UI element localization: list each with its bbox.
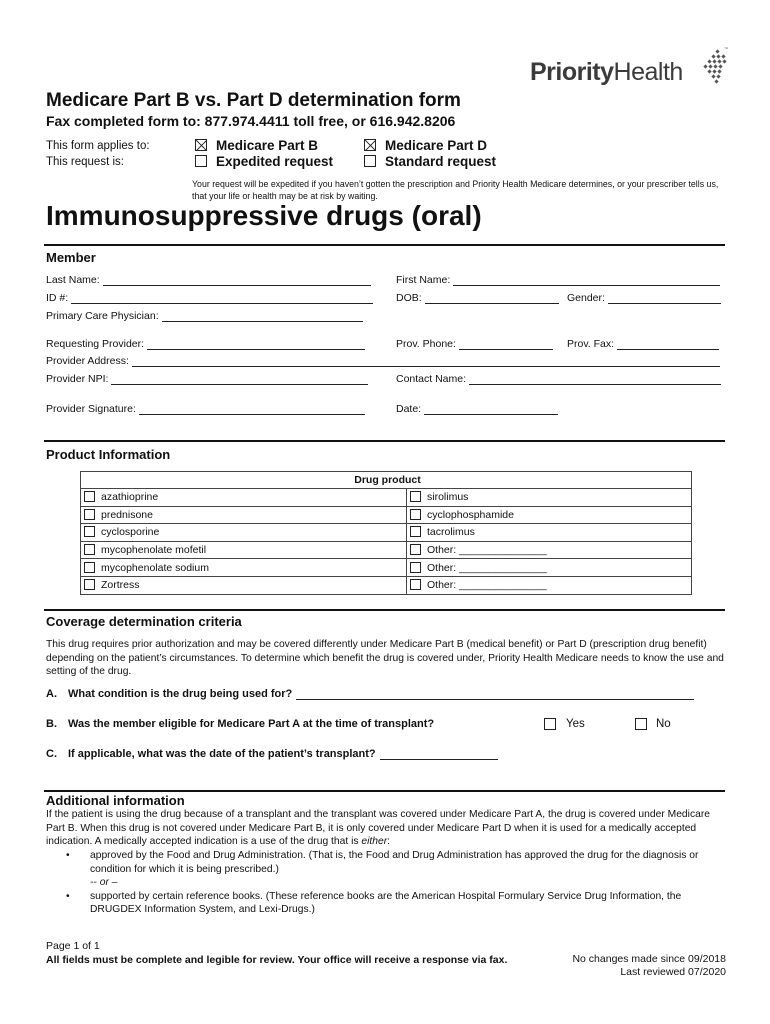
- footer-notice: All fields must be complete and legible for review. Your office will receive a response via fax.: [46, 954, 508, 966]
- no-label: No: [656, 718, 671, 730]
- table-row: [81, 576, 692, 594]
- first-name-field[interactable]: First Name:: [396, 274, 720, 286]
- divider: [44, 244, 725, 246]
- svg-text:™: ™: [724, 46, 728, 51]
- drug-option[interactable]: cyclosporine: [81, 524, 407, 542]
- checkbox[interactable]: [410, 544, 421, 555]
- checkbox[interactable]: [410, 491, 421, 502]
- contact-name-field[interactable]: Contact Name:: [396, 373, 721, 385]
- member-id-field[interactable]: ID #:: [46, 292, 373, 304]
- checkbox[interactable]: [84, 509, 95, 520]
- provider-npi-field[interactable]: Provider NPI:: [46, 373, 368, 385]
- indication-list: [46, 849, 726, 917]
- no-checkbox[interactable]: [635, 718, 647, 730]
- checkbox[interactable]: [84, 579, 95, 590]
- drug-option[interactable]: mycophenolate mofetil: [81, 541, 407, 559]
- table-row: [81, 559, 692, 577]
- drug-option[interactable]: Other: _______________: [407, 559, 692, 577]
- drug-option[interactable]: tacrolimus: [407, 524, 692, 542]
- priority-health-logo: [530, 46, 730, 90]
- drug-option[interactable]: Other: _______________: [407, 541, 692, 559]
- footer-left: [46, 939, 507, 967]
- checkbox[interactable]: [84, 491, 95, 502]
- prov-fax-field[interactable]: Prov. Fax:: [567, 338, 719, 350]
- pcp-field[interactable]: Primary Care Physician:: [46, 310, 363, 322]
- table-row: [81, 489, 692, 507]
- provider-address-field[interactable]: Provider Address:: [46, 355, 720, 367]
- request-label: This request is:: [46, 156, 124, 168]
- drug-category-title: Immunosuppressive drugs (oral): [46, 200, 482, 231]
- checkbox[interactable]: [410, 562, 421, 573]
- checkbox[interactable]: [410, 509, 421, 520]
- product-heading: Product Information: [46, 447, 171, 462]
- checkbox[interactable]: [410, 579, 421, 590]
- changes-note: No changes made since 09/2018: [572, 953, 726, 965]
- or-separator: -- or –: [90, 877, 118, 889]
- drug-option[interactable]: mycophenolate sodium: [81, 559, 407, 577]
- expedited-checkbox[interactable]: [195, 155, 207, 167]
- gender-field[interactable]: Gender:: [567, 292, 721, 304]
- prov-phone-field[interactable]: Prov. Phone:: [396, 338, 553, 350]
- checkbox[interactable]: [410, 526, 421, 537]
- dob-field[interactable]: DOB:: [396, 292, 559, 304]
- drug-option[interactable]: prednisone: [81, 506, 407, 524]
- list-item: • supported by certain reference books. (These reference books are the American Hospital Formulary Service Drug Information, the DRUGDEX Information System, and Lexi-Drugs.): [66, 890, 682, 916]
- drug-option[interactable]: sirolimus: [407, 489, 692, 507]
- divider: [44, 440, 725, 442]
- question-a[interactable]: A. What condition is the drug being used for?: [46, 688, 694, 700]
- expedite-note: Your request will be expedited if you haven’t gotten the prescription and Priority Health Medicare determines, or your prescriber tells us, that your life or health may be at risk by waiting.: [192, 179, 719, 201]
- coverage-intro: This drug requires prior authorization and may be covered differently under Medicare Part B (medical benefit) or Part D (prescription drug benefit) depending on the patient’s circumstances. To determine which benefit the drug is covered under, Priority Health Medicare needs to know the use and setting of the drug.: [46, 639, 724, 678]
- coverage-heading: Coverage determination criteria: [46, 614, 242, 629]
- logo-wordmark: PriorityHealth: [530, 58, 683, 86]
- table-row: [81, 524, 692, 542]
- yes-label: Yes: [566, 718, 585, 730]
- part-b-label: Medicare Part B: [216, 138, 319, 153]
- standard-checkbox[interactable]: [364, 155, 376, 167]
- table-row: [81, 541, 692, 559]
- additional-heading: Additional information: [46, 793, 185, 808]
- divider: [44, 609, 725, 611]
- drug-product-table: [80, 471, 692, 595]
- part-d-checkbox[interactable]: [364, 139, 376, 151]
- form-title: Medicare Part B vs. Part D determination form: [46, 90, 461, 111]
- date-field[interactable]: Date:: [396, 403, 558, 415]
- part-b-checkbox[interactable]: [195, 139, 207, 151]
- drug-option[interactable]: azathioprine: [81, 489, 407, 507]
- footer-right: [572, 953, 726, 979]
- page-number: Page 1 of 1: [46, 940, 100, 952]
- divider: [44, 790, 725, 792]
- list-item: • approved by the Food and Drug Administration. (That is, the Food and Drug Administration has approved the drug for the diagnosis or condition for which it is being prescribed.): [66, 850, 699, 875]
- part-d-label: Medicare Part D: [385, 138, 488, 153]
- question-b: B. Was the member eligible for Medicare Part A at the time of transplant?: [46, 718, 435, 730]
- checkbox[interactable]: [84, 562, 95, 573]
- logo-grid-icon: [700, 46, 728, 86]
- yes-checkbox[interactable]: [544, 718, 556, 730]
- reviewed-note: Last reviewed 07/2020: [620, 966, 726, 978]
- table-row: [81, 506, 692, 524]
- standard-label: Standard request: [385, 154, 497, 169]
- applies-label: This form applies to:: [46, 140, 150, 152]
- requesting-provider-field[interactable]: Requesting Provider:: [46, 338, 365, 350]
- fax-instructions: Fax completed form to: 877.974.4411 toll free, or 616.942.8206: [46, 113, 456, 129]
- question-c[interactable]: C. If applicable, what was the date of the patient’s transplant?: [46, 748, 498, 760]
- last-name-field[interactable]: Last Name:: [46, 274, 371, 286]
- additional-paragraph: If the patient is using the drug because of a transplant and the transplant was covered under Medicare Part A, the drug is covered under Medicare Part B. When this drug is not covered under Medicare Part B, it is only covered under Medicare Part D when it is used for a medically accepted indication. A medically accepted indication is a use of the drug that is either:: [46, 809, 710, 848]
- drug-option[interactable]: Zortress: [81, 576, 407, 594]
- drug-option[interactable]: cyclophosphamide: [407, 506, 692, 524]
- checkbox[interactable]: [84, 526, 95, 537]
- provider-signature-field[interactable]: Provider Signature:: [46, 403, 365, 415]
- checkbox[interactable]: [84, 544, 95, 555]
- drug-option[interactable]: Other: _______________: [407, 576, 692, 594]
- expedited-label: Expedited request: [216, 154, 334, 169]
- drug-table-header: Drug product: [81, 472, 692, 489]
- member-heading: Member: [46, 250, 96, 265]
